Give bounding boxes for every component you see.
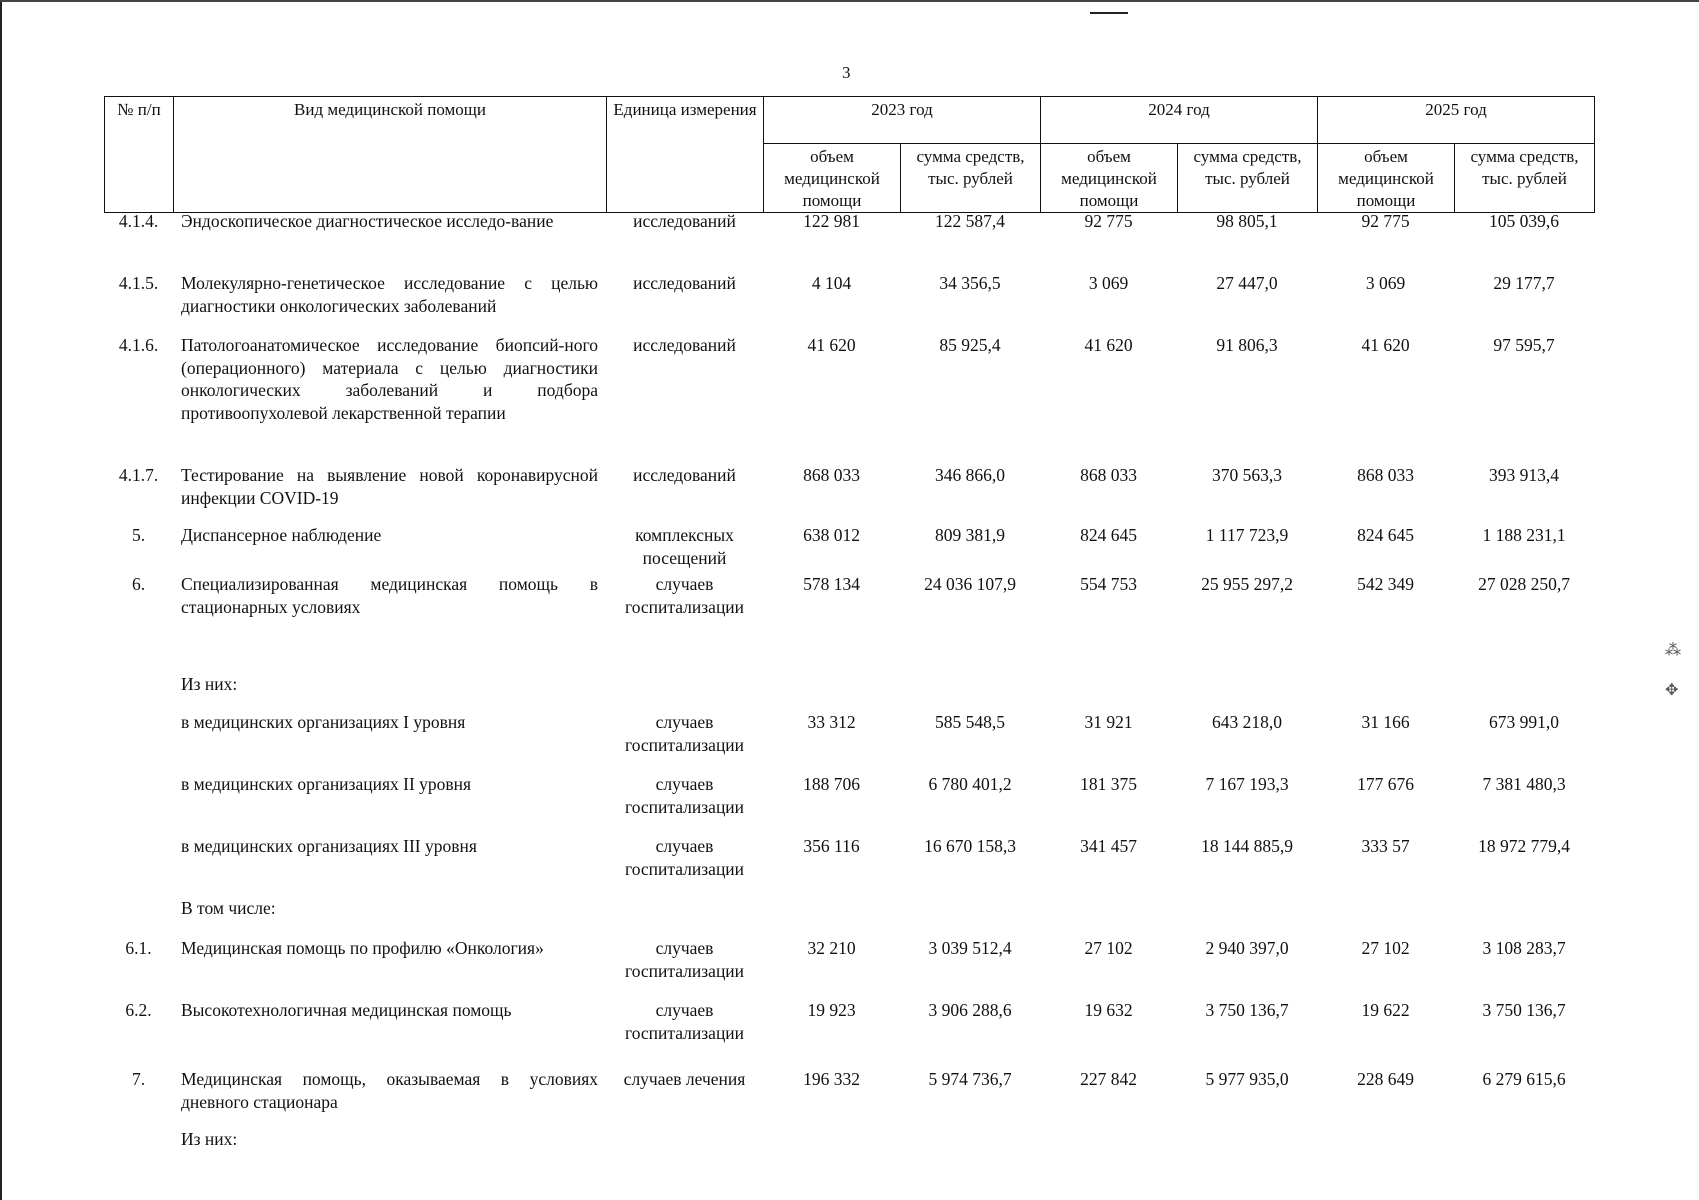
cell-sum: 16 670 158,3: [924, 836, 1016, 856]
row-unit: [606, 897, 763, 937]
table-row: [104, 573, 1594, 673]
row-number: [104, 673, 173, 711]
cell-volume: [1317, 1128, 1454, 1168]
cell-sum: 393 913,4: [1489, 465, 1559, 485]
cell-sum: 3 108 283,7: [1482, 938, 1566, 958]
table-row: [104, 272, 1594, 334]
cell-volume: 41 620: [807, 335, 856, 355]
cell-sum: 7 381 480,3: [1482, 774, 1566, 794]
table-row: [104, 673, 1594, 711]
cell-volume: 638 012: [803, 525, 860, 545]
cell-sum: 6 780 401,2: [928, 774, 1012, 794]
cell-volume: 19 923: [807, 1000, 856, 1020]
margin-mark: ⁂: [1665, 642, 1681, 659]
header-dash: [1090, 12, 1128, 14]
cell-volume: 868 033: [803, 465, 860, 485]
cell-sum: 18 972 779,4: [1478, 836, 1570, 856]
cell-volume: [763, 673, 900, 711]
cell-sum: 25 955 297,2: [1201, 574, 1293, 594]
cell-sum: 7 167 193,3: [1205, 774, 1289, 794]
cell-volume: 4 104: [811, 273, 852, 293]
row-unit: случаев госпитализации: [624, 1000, 745, 1043]
row-name: в медицинских организациях II уровня: [181, 774, 472, 794]
page-edge-left: [0, 0, 2, 1200]
cell-volume: [1040, 1128, 1177, 1168]
row-number: [104, 711, 173, 773]
cell-volume: 33 312: [807, 712, 856, 732]
cell-volume: [763, 1128, 900, 1168]
cell-sum: 585 548,5: [935, 712, 1005, 732]
row-number: 5.: [131, 525, 146, 545]
cell-sum: 85 925,4: [939, 335, 1001, 355]
cell-volume: 188 706: [803, 774, 860, 794]
row-number: 6.1.: [125, 938, 152, 958]
col-header-year: 2024 год: [1041, 97, 1318, 144]
cell-sum: 6 279 615,6: [1482, 1069, 1566, 1089]
col-header-sum: сумма средств, тыс. рублей: [1178, 144, 1318, 213]
row-number: 4.1.4.: [118, 211, 159, 231]
row-name: Медицинская помощь по профилю «Онкология»: [181, 938, 544, 958]
row-unit: исследований: [633, 465, 736, 485]
cell-sum: 5 974 736,7: [928, 1069, 1012, 1089]
cell-volume: [1040, 897, 1177, 937]
cell-sum: 27 447,0: [1216, 273, 1278, 293]
cell-sum: [900, 673, 1040, 711]
row-name: Эндоскопическое диагностическое исследо-вание: [181, 211, 554, 231]
cell-volume: 356 116: [803, 836, 860, 856]
row-unit: случаев лечения: [623, 1069, 746, 1089]
cell-sum: [1454, 673, 1594, 711]
cell-sum: 673 991,0: [1489, 712, 1559, 732]
cell-sum: 1 117 723,9: [1205, 525, 1289, 545]
page-number: 3: [842, 63, 851, 82]
cell-sum: 98 805,1: [1216, 211, 1278, 231]
row-name: Из них:: [181, 674, 238, 694]
cell-volume: 868 033: [1080, 465, 1137, 485]
row-unit: [606, 1128, 763, 1168]
table-row: [104, 711, 1594, 773]
row-number: [104, 1128, 173, 1168]
row-unit: [606, 673, 763, 711]
table-row: [104, 773, 1594, 835]
cell-volume: 41 620: [1084, 335, 1133, 355]
row-number: [104, 897, 173, 937]
row-name: Высокотехнологичная медицинская помощь: [181, 1000, 512, 1020]
cell-volume: 31 166: [1361, 712, 1410, 732]
col-header-volume: объем медицинской помощи: [1041, 144, 1178, 213]
row-number: [104, 835, 173, 897]
row-name: Диспансерное наблюдение: [181, 525, 382, 545]
row-unit: случаев госпитализации: [624, 836, 745, 879]
cell-sum: 97 595,7: [1493, 335, 1555, 355]
row-name: в медицинских организациях I уровня: [181, 712, 466, 732]
row-number: 7.: [131, 1069, 146, 1089]
cell-sum: 91 806,3: [1216, 335, 1278, 355]
col-header-volume: объем медицинской помощи: [764, 144, 901, 213]
table-row: [104, 999, 1594, 1068]
cell-volume: 333 57: [1361, 836, 1410, 856]
col-header-unit: Единица измерения: [607, 97, 764, 213]
row-name: Специализированная медицинская помощь в стационарных условиях: [181, 574, 598, 617]
cell-volume: [763, 897, 900, 937]
cell-volume: [1040, 673, 1177, 711]
cell-volume: 92 775: [1084, 211, 1133, 231]
page-edge-top: [0, 0, 1699, 2]
cell-volume: 19 632: [1084, 1000, 1133, 1020]
cell-volume: 554 753: [1080, 574, 1137, 594]
cell-sum: 3 906 288,6: [928, 1000, 1012, 1020]
row-number: 6.: [131, 574, 146, 594]
cell-sum: [900, 1128, 1040, 1168]
row-unit: случаев госпитализации: [624, 774, 745, 817]
cell-volume: 27 102: [1084, 938, 1133, 958]
cell-volume: [1317, 673, 1454, 711]
row-name: Молекулярно-генетическое исследование с целью диагностики онкологических заболеваний: [181, 273, 598, 316]
row-name: Тестирование на выявление новой коронавирусной инфекции COVID-19: [181, 465, 598, 508]
col-header-year: 2025 год: [1318, 97, 1595, 144]
cell-sum: 122 587,4: [935, 211, 1005, 231]
cell-sum: 643 218,0: [1212, 712, 1282, 732]
row-number: [104, 773, 173, 835]
cell-sum: 24 036 107,9: [924, 574, 1016, 594]
cell-volume: [1317, 897, 1454, 937]
cell-volume: 228 649: [1357, 1069, 1414, 1089]
row-unit: случаев госпитализации: [624, 574, 745, 617]
row-name: Медицинская помощь, оказываемая в условиях дневного стационара: [181, 1069, 598, 1112]
table-row: [104, 1128, 1594, 1168]
cell-volume: 868 033: [1357, 465, 1414, 485]
row-unit: исследований: [633, 211, 736, 231]
table-row: [104, 524, 1594, 573]
cell-sum: [1454, 897, 1594, 937]
cell-sum: [1454, 1128, 1594, 1168]
cell-sum: 3 750 136,7: [1482, 1000, 1566, 1020]
table-row: [104, 464, 1594, 524]
cell-sum: 105 039,6: [1489, 211, 1559, 231]
cell-sum: 27 028 250,7: [1478, 574, 1570, 594]
cell-sum: 29 177,7: [1493, 273, 1555, 293]
cell-volume: 3 069: [1088, 273, 1129, 293]
col-header-volume: объем медицинской помощи: [1318, 144, 1455, 213]
row-unit: случаев госпитализации: [624, 712, 745, 755]
cell-sum: 370 563,3: [1212, 465, 1282, 485]
col-header-year: 2023 год: [764, 97, 1041, 144]
cell-volume: 3 069: [1365, 273, 1406, 293]
row-unit: исследований: [633, 335, 736, 355]
margin-mark: ✥: [1665, 682, 1679, 699]
cell-sum: 2 940 397,0: [1205, 938, 1289, 958]
table-body: [104, 210, 1594, 1168]
cell-sum: 1 188 231,1: [1482, 525, 1566, 545]
cell-volume: 181 375: [1080, 774, 1137, 794]
row-unit: исследований: [633, 273, 736, 293]
cell-volume: 542 349: [1357, 574, 1414, 594]
col-header-number: № п/п: [105, 97, 174, 213]
cell-volume: 31 921: [1084, 712, 1133, 732]
cell-volume: 824 645: [1357, 525, 1414, 545]
cell-sum: 5 977 935,0: [1205, 1069, 1289, 1089]
cell-sum: 18 144 885,9: [1201, 836, 1293, 856]
col-header-type: Вид медицинской помощи: [174, 97, 607, 213]
row-number: 4.1.6.: [118, 335, 159, 355]
row-name: Патологоанатомическое исследование биопсий-ного (операционного) материала с целью диагностики онкологических заболеваний и подбора противоопухолевой лекарственной терапии: [181, 335, 598, 423]
row-name: В том числе:: [181, 898, 276, 918]
row-unit: случаев госпитализации: [624, 938, 745, 981]
row-unit: комплексных посещений: [635, 525, 734, 568]
cell-sum: [1177, 673, 1317, 711]
cell-volume: 19 622: [1361, 1000, 1410, 1020]
cell-sum: 346 866,0: [935, 465, 1005, 485]
col-header-sum: сумма средств, тыс. рублей: [901, 144, 1041, 213]
cell-volume: 227 842: [1080, 1069, 1137, 1089]
table-row: [104, 1068, 1594, 1128]
cell-sum: 3 750 136,7: [1205, 1000, 1289, 1020]
row-number: 6.2.: [125, 1000, 152, 1020]
cell-sum: 3 039 512,4: [928, 938, 1012, 958]
table-row: [104, 897, 1594, 937]
cell-volume: 341 457: [1080, 836, 1137, 856]
cell-volume: 578 134: [803, 574, 860, 594]
cell-volume: 27 102: [1361, 938, 1410, 958]
col-header-sum: сумма средств, тыс. рублей: [1455, 144, 1595, 213]
row-name: в медицинских организациях III уровня: [181, 836, 477, 856]
cell-volume: 32 210: [807, 938, 856, 958]
cell-sum: [1177, 897, 1317, 937]
cell-volume: 41 620: [1361, 335, 1410, 355]
table-row: [104, 835, 1594, 897]
table-header: [104, 96, 1595, 213]
table-row: [104, 210, 1594, 272]
table-row: [104, 334, 1594, 464]
cell-sum: 809 381,9: [935, 525, 1005, 545]
row-number: 4.1.5.: [118, 273, 159, 293]
cell-volume: 92 775: [1361, 211, 1410, 231]
row-number: 4.1.7.: [118, 465, 159, 485]
cell-volume: 177 676: [1357, 774, 1414, 794]
table-row: [104, 937, 1594, 999]
cell-sum: 34 356,5: [939, 273, 1001, 293]
cell-sum: [1177, 1128, 1317, 1168]
row-name: Из них:: [181, 1129, 238, 1149]
cell-volume: 196 332: [803, 1069, 860, 1089]
cell-volume: 122 981: [803, 211, 860, 231]
cell-volume: 824 645: [1080, 525, 1137, 545]
cell-sum: [900, 897, 1040, 937]
